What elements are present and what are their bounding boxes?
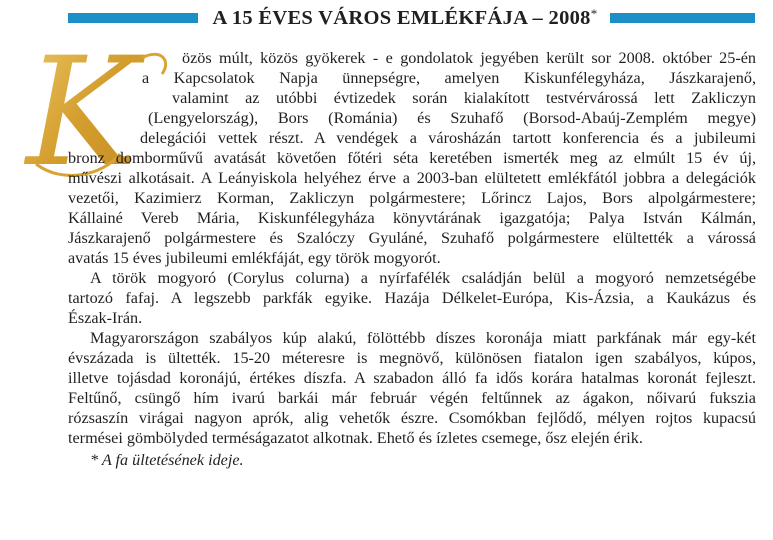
text-line: Feltűnő, csüngő hím ivarú barkái már február végén feltűnnek az ágakon, nőivarú fukszia <box>68 389 756 407</box>
text-line: bronz domborművű avatását követően főtéri séta keretében ismerték meg az elmúlt 15 év új, <box>68 149 756 167</box>
text-line: vezetői, Kazimierz Korman, Zakliczyn polgármestere; Lőrincz Lajos, Bors alpolgármestere; <box>68 189 756 207</box>
text-line: özös múlt, közös gyökerek - e gondolatok jegyében került sor 2008. október 25-én <box>182 49 756 67</box>
text-line: termései gömbölyded terméságazatot alkotnak. Ehető és ízletes csemege, ősz elején érik. <box>68 429 643 447</box>
text-line: illetve tojásdad koronájú, értékes díszfa. A szabadon álló fa idős korára hatalmas koronát fejleszt. <box>68 369 756 387</box>
text-line: évszázada is ültették. 15-20 méteresre is megnövő, különösen fiatalon igen szabályos, kúpos, <box>68 349 756 367</box>
text-line: (Lengyelország), Bors (Románia) és Szuhafő (Borsod-Abaúj-Zemplém megye) <box>148 109 756 127</box>
footnote: * A fa ültetésének ideje. <box>90 451 244 469</box>
text-line: valamint az utóbbi évtizedek során kialakított testvérvárossá lett Zakliczyn <box>172 89 756 107</box>
text-line: avatás 15 éves jubileumi emlékfáját, egy török mogyorót. <box>68 249 441 267</box>
text-line: Kállainé Vereb Mária, Kiskunfélegyháza könyvtárának igazgatója; Palya István Kálmán, <box>68 209 756 227</box>
header-rule-right <box>610 13 755 23</box>
page-header <box>0 4 773 32</box>
text-line: tartozó fafaj. A legszebb parkfák egyike. Hazája Délkelet-Európa, Kis-Ázsia, a Kaukázus és <box>68 289 756 307</box>
text-line: A török mogyoró (Corylus colurna) a nyírfafélék családján belül a mogyoró nemzetségébe <box>90 269 756 287</box>
dropcap-letter: K <box>26 36 139 186</box>
text-line: delegációi vettek részt. A vendégek a városházán tartott konferencia és a jubileumi <box>140 129 756 147</box>
text-line: Magyarországon szabályos kúp alakú, fölöttébb díszes koronája miatt parkfának már egy-két <box>90 329 756 347</box>
page-title: A 15 ÉVES VÁROS EMLÉKFÁJA – 2008* <box>212 6 598 29</box>
text-line: művészi alkotásait. A Leányiskola helyéhez érve a 2003-ban elültetett emlékfától jobbra a delegációk <box>68 169 756 187</box>
text-line: Észak-Irán. <box>68 309 143 327</box>
text-line: Jászkarajenő polgármestere és Szalóczy Gyuláné, Szuhafő polgármestere elültették a várossá <box>68 229 756 247</box>
text-line: rózsaszín virágai nagyon aprók, alig vehetők észre. Csomókban fejlődő, mélyen rojtos kupacsú <box>68 409 756 427</box>
header-rule-left <box>68 13 198 23</box>
text-line: a Kapcsolatok Napja ünnepségre, amelyen Kiskunfélegyháza, Jászkarajenő, <box>142 69 756 87</box>
